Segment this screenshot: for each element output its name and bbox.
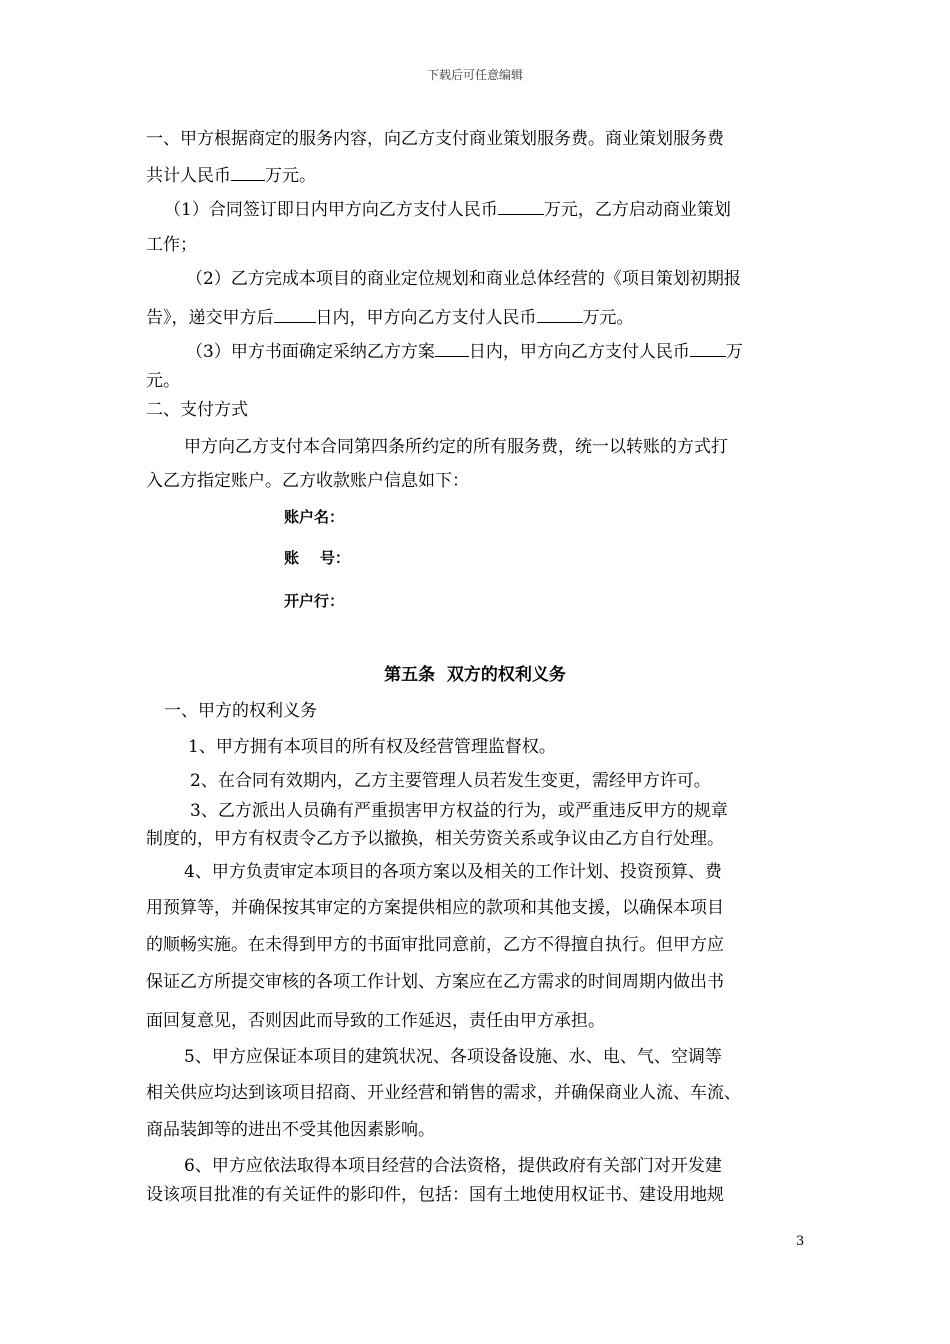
item-line: 3、乙方派出人员确有严重损害甲方权益的行为，或严重违反甲方的规章 xyxy=(190,801,728,821)
para-line xyxy=(146,164,826,187)
item-line: 5、甲方应保证本项目的建筑状况、各项设备设施、水、电、气、空调等 xyxy=(184,1047,722,1067)
item-line: 4、甲方负责审定本项目的各项方案以及相关的工作计划、投资预算、费 xyxy=(184,862,722,882)
para-line: 元。 xyxy=(146,371,180,391)
para-line xyxy=(146,306,826,329)
para-line: 一、甲方根据商定的服务内容，向乙方支付商业策划服务费。商业策划服务费 xyxy=(146,129,724,149)
page-header: 下载后可任意编辑 xyxy=(426,68,523,82)
account-number-label: 账 号： xyxy=(284,549,350,567)
item-line: 面回复意见，否则因此而导致的工作延迟，责任由甲方承担。 xyxy=(146,1011,605,1031)
blank-underline xyxy=(274,306,316,323)
subsection-title: 一、甲方的权利义务 xyxy=(164,701,317,721)
text-segment: 告》，递交甲方后 xyxy=(146,308,274,328)
text-segment: （1）合同签订即日内甲方向乙方支付人民币 xyxy=(164,200,498,220)
blank-underline xyxy=(231,164,265,181)
text-segment: （3）甲方书面确定采纳乙方方案 xyxy=(186,342,435,362)
item-line: 的顺畅实施。在未得到甲方的书面审批同意前，乙方不得擅自执行。但甲方应 xyxy=(146,935,724,955)
text-segment: 日内，甲方向乙方支付人民币 xyxy=(468,342,690,362)
account-name-label: 账户名： xyxy=(284,508,345,526)
para-line: 工作； xyxy=(146,235,197,255)
page-number: 3 xyxy=(796,1234,805,1249)
article-heading: 第五条 双方的权利义务 xyxy=(384,665,566,685)
text-segment: 日内，甲方向乙方支付人民币 xyxy=(315,308,537,328)
item-line: 制度的，甲方有权责令乙方予以撤换，相关劳资关系或争议由乙方自行处理。 xyxy=(146,829,724,849)
blank-underline xyxy=(498,198,544,215)
text-segment: 共计人民币 xyxy=(146,166,231,186)
para-line xyxy=(164,198,844,221)
item-line: 用预算等，并确保按其审定的方案提供相应的款项和其他支援，以确保本项目 xyxy=(146,898,724,918)
text-segment: 万 xyxy=(725,342,743,362)
para-line: 甲方向乙方支付本合同第四条所约定的所有服务费，统一以转账的方式打 xyxy=(184,437,728,457)
item-line: 相关供应均达到该项目招商、开业经营和销售的需求，并确保商业人流、车流、 xyxy=(146,1083,741,1103)
text-segment: 万元。 xyxy=(582,308,634,328)
item-line: 保证乙方所提交审核的各项工作计划、方案应在乙方需求的时间周期内做出书 xyxy=(146,972,724,992)
blank-underline xyxy=(690,340,726,357)
blank-underline xyxy=(537,306,583,323)
item-line: 1、甲方拥有本项目的所有权及经营管理监督权。 xyxy=(188,737,556,757)
para-line: 入乙方指定账户。乙方收款账户信息如下： xyxy=(146,471,469,491)
text-segment: 万元。 xyxy=(265,166,316,186)
blank-underline xyxy=(435,340,469,357)
item-line: 2、在合同有效期内，乙方主要管理人员若发生变更，需经甲方许可。 xyxy=(190,771,711,791)
section-title: 二、支付方式 xyxy=(146,400,248,420)
para-line xyxy=(186,340,866,363)
item-line: 商品装卸等的进出不受其他因素影响。 xyxy=(146,1120,435,1140)
item-line: 设该项目批准的有关证件的影印件，包括：国有土地使用权证书、建设用地规 xyxy=(146,1185,724,1205)
para-line: （2）乙方完成本项目的商业定位规划和商业总体经营的《项目策划初期报 xyxy=(186,269,741,289)
text-segment: 万元，乙方启动商业策划 xyxy=(543,200,731,220)
item-line: 6、甲方应依法取得本项目经营的合法资格，提供政府有关部门对开发建 xyxy=(184,1156,722,1176)
account-bank-label: 开户行： xyxy=(284,592,345,610)
